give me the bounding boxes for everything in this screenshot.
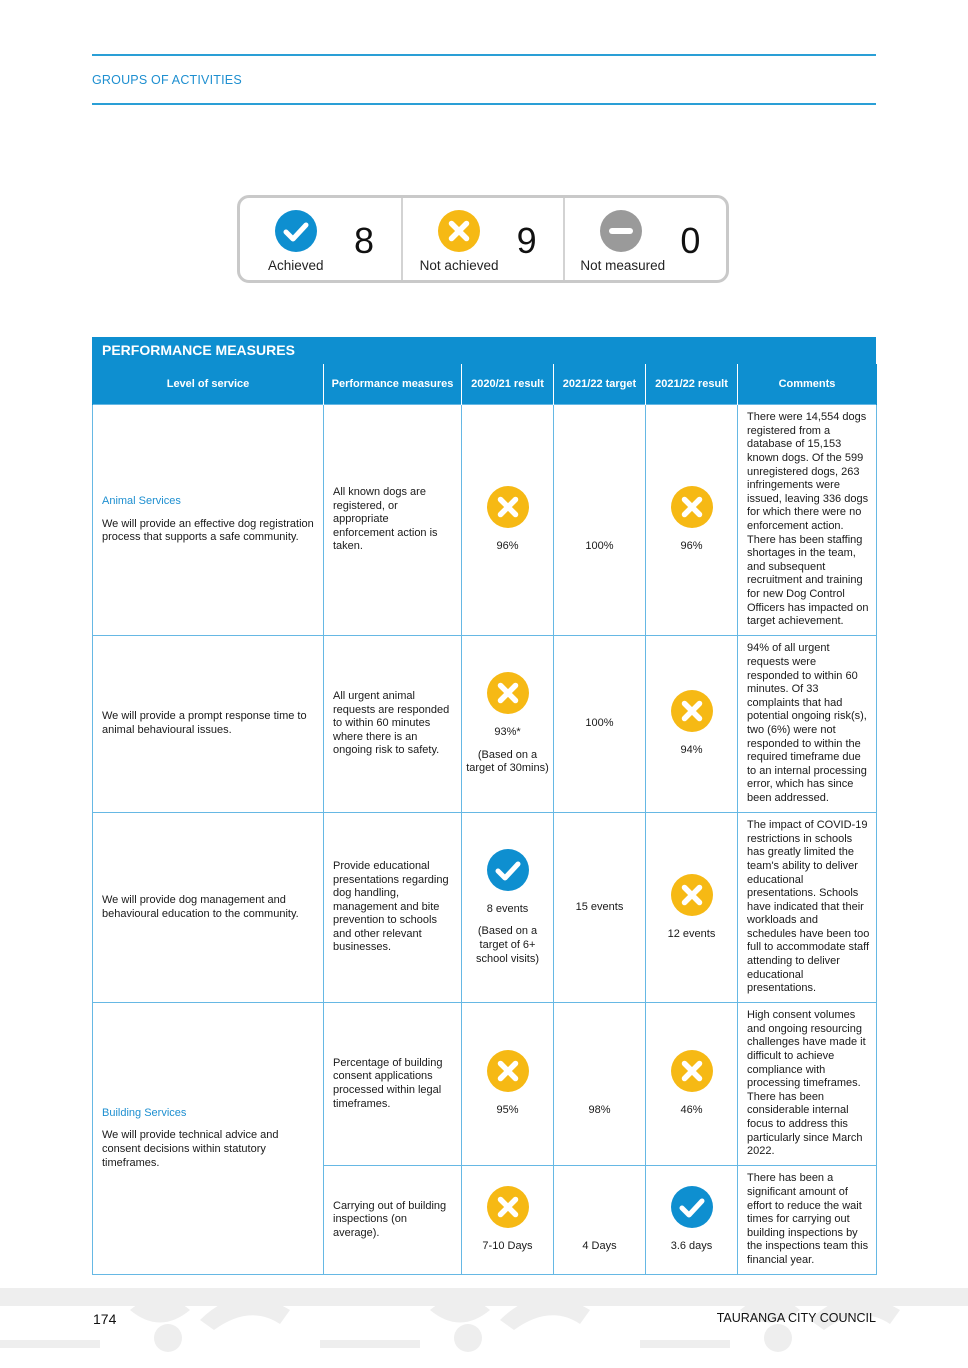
service-group-title: Building Services xyxy=(102,1106,187,1119)
comment-cell: There were 14,554 dogs registered from a database of 15,153 known dogs. Of the 599 unregistered dogs, 263 infringements were issued, leaving 336 dogs for which there were no enforcement action. There has been staffing shortages in the team, and subsequent recruitment and training for new Dog Control Officers has impacted on target achievement. xyxy=(738,405,877,636)
comment-cell: There has been a significant amount of effort to reduce the wait times for carrying out building inspections by the inspections team this financial year. xyxy=(738,1166,877,1275)
summary-not-measured xyxy=(565,198,726,280)
target-value: 100% xyxy=(585,540,614,553)
check-circle-icon xyxy=(275,210,317,252)
result-value: 12 events xyxy=(667,927,716,940)
result-value: 7-10 Days xyxy=(482,1240,533,1253)
cross-circle-icon xyxy=(671,486,713,528)
achieved-count: 8 xyxy=(354,220,375,261)
comment-cell: 94% of all urgent requests were responded to within 60 minutes. Of 33 complaints that had potential ongoing risk(s), two (6%) were not responded to within the required timeframe due to an internal processing error, which has since been addressed. xyxy=(738,636,877,813)
target-value: 98% xyxy=(588,1104,611,1117)
comment-cell: The impact of COVID-19 restrictions in schools has greatly limited the team's ability to deliver educational presentations. Schools have indicated that their workloads and schedules have been too full to accommodate staff attending to deliver educational presentations. xyxy=(738,813,877,1003)
not-measured-label: Not measured xyxy=(580,258,666,273)
level-of-service-text: We will provide technical advice and consent decisions within statutory timeframes. xyxy=(102,1129,279,1169)
cross-circle-icon xyxy=(438,210,480,252)
result-2020-21-cell xyxy=(462,405,554,636)
service-group-title: Animal Services xyxy=(102,495,181,508)
level-of-service-cell xyxy=(93,405,324,636)
check-circle-icon xyxy=(671,1186,713,1228)
level-of-service-cell: We will provide a prompt response time to animal behavioural issues. xyxy=(93,636,324,813)
cross-circle-icon xyxy=(487,1186,529,1228)
level-of-service-cell: We will provide dog management and behavioural education to the community. xyxy=(93,813,324,1003)
result-note: (Based on a target of 30mins) xyxy=(466,748,549,775)
section-label: GROUPS OF ACTIVITIES xyxy=(92,73,242,87)
level-of-service-cell xyxy=(93,1003,324,1275)
cross-circle-icon xyxy=(671,690,713,732)
comment-cell: High consent volumes and ongoing resourcing challenges have made it difficult to achieve compliance with processing timeframes. There has been considerable internal focus to address this particularly since March 2022. xyxy=(738,1003,877,1166)
result-value: 95% xyxy=(496,1104,519,1117)
measure-cell: Percentage of building consent applications processed within legal timeframes. xyxy=(324,1003,462,1166)
header-bottom-rule xyxy=(92,103,876,105)
result-2020-21-cell xyxy=(462,813,554,1003)
measure-cell: Carrying out of building inspections (on average). xyxy=(324,1166,462,1275)
result-value: 8 events xyxy=(486,902,529,915)
cross-circle-icon xyxy=(487,1050,529,1092)
measure-cell: All known dogs are registered, or appropriate enforcement action is taken. xyxy=(324,405,462,636)
result-value: 46% xyxy=(680,1104,703,1117)
level-of-service-text: We will provide an effective dog registration process that supports a safe community. xyxy=(102,517,314,544)
cross-circle-icon xyxy=(487,486,529,528)
result-2020-21-cell xyxy=(462,1166,554,1275)
result-2021-22-cell xyxy=(646,813,738,1003)
summary-achieved xyxy=(240,198,403,280)
column-header: Performance measures xyxy=(324,364,462,405)
result-2021-22-cell xyxy=(646,1166,738,1275)
results-summary xyxy=(237,195,729,283)
check-circle-icon xyxy=(487,849,529,891)
table-row xyxy=(93,405,877,636)
result-2021-22-cell xyxy=(646,1003,738,1166)
target-value: 4 Days xyxy=(582,1240,617,1253)
target-2021-22-cell: 15 events xyxy=(554,813,646,1003)
result-2020-21-cell xyxy=(462,1003,554,1166)
result-2020-21-cell xyxy=(462,636,554,813)
column-header: 2021/22 result xyxy=(646,364,738,405)
result-2021-22-cell xyxy=(646,405,738,636)
column-header: Level of service xyxy=(93,364,324,405)
not-achieved-count: 9 xyxy=(516,220,537,261)
target-2021-22-cell: 100% xyxy=(554,636,646,813)
organisation-name: TAURANGA CITY COUNCIL xyxy=(716,1311,876,1325)
result-2021-22-cell xyxy=(646,636,738,813)
table-row xyxy=(93,813,877,1003)
cross-circle-icon xyxy=(671,1050,713,1092)
page-number: 174 xyxy=(93,1311,117,1327)
target-2021-22-cell xyxy=(554,405,646,636)
result-value: 96% xyxy=(496,540,519,553)
table-title: PERFORMANCE MEASURES xyxy=(92,337,876,364)
table-row xyxy=(93,1003,877,1166)
target-2021-22-cell xyxy=(554,1003,646,1166)
not-measured-count: 0 xyxy=(680,220,701,261)
not-achieved-label: Not achieved xyxy=(419,258,499,273)
performance-measures-table xyxy=(92,337,876,1275)
measure-cell: Provide educational presentations regarding dog handling, management and bite prevention to schools and other relevant businesses. xyxy=(324,813,462,1003)
table-header-row xyxy=(93,364,877,405)
result-value: 96% xyxy=(680,540,703,553)
result-note: (Based on a target of 6+ school visits) xyxy=(476,925,539,965)
column-header: 2021/22 target xyxy=(554,364,646,405)
summary-not-achieved xyxy=(403,198,566,280)
result-value: 93%* xyxy=(494,726,521,739)
header-top-rule xyxy=(92,54,876,56)
achieved-label: Achieved xyxy=(268,258,324,273)
result-value: 3.6 days xyxy=(670,1240,713,1253)
measures-table xyxy=(92,364,877,1275)
minus-circle-icon xyxy=(600,210,642,252)
table-row xyxy=(93,636,877,813)
result-value: 94% xyxy=(680,744,703,757)
cross-circle-icon xyxy=(487,672,529,714)
target-2021-22-cell xyxy=(554,1166,646,1275)
column-header: Comments xyxy=(738,364,877,405)
measure-cell: All urgent animal requests are responded to within 60 minutes where there is an ongoing risk to safety. xyxy=(324,636,462,813)
cross-circle-icon xyxy=(671,874,713,916)
column-header: 2020/21 result xyxy=(462,364,554,405)
